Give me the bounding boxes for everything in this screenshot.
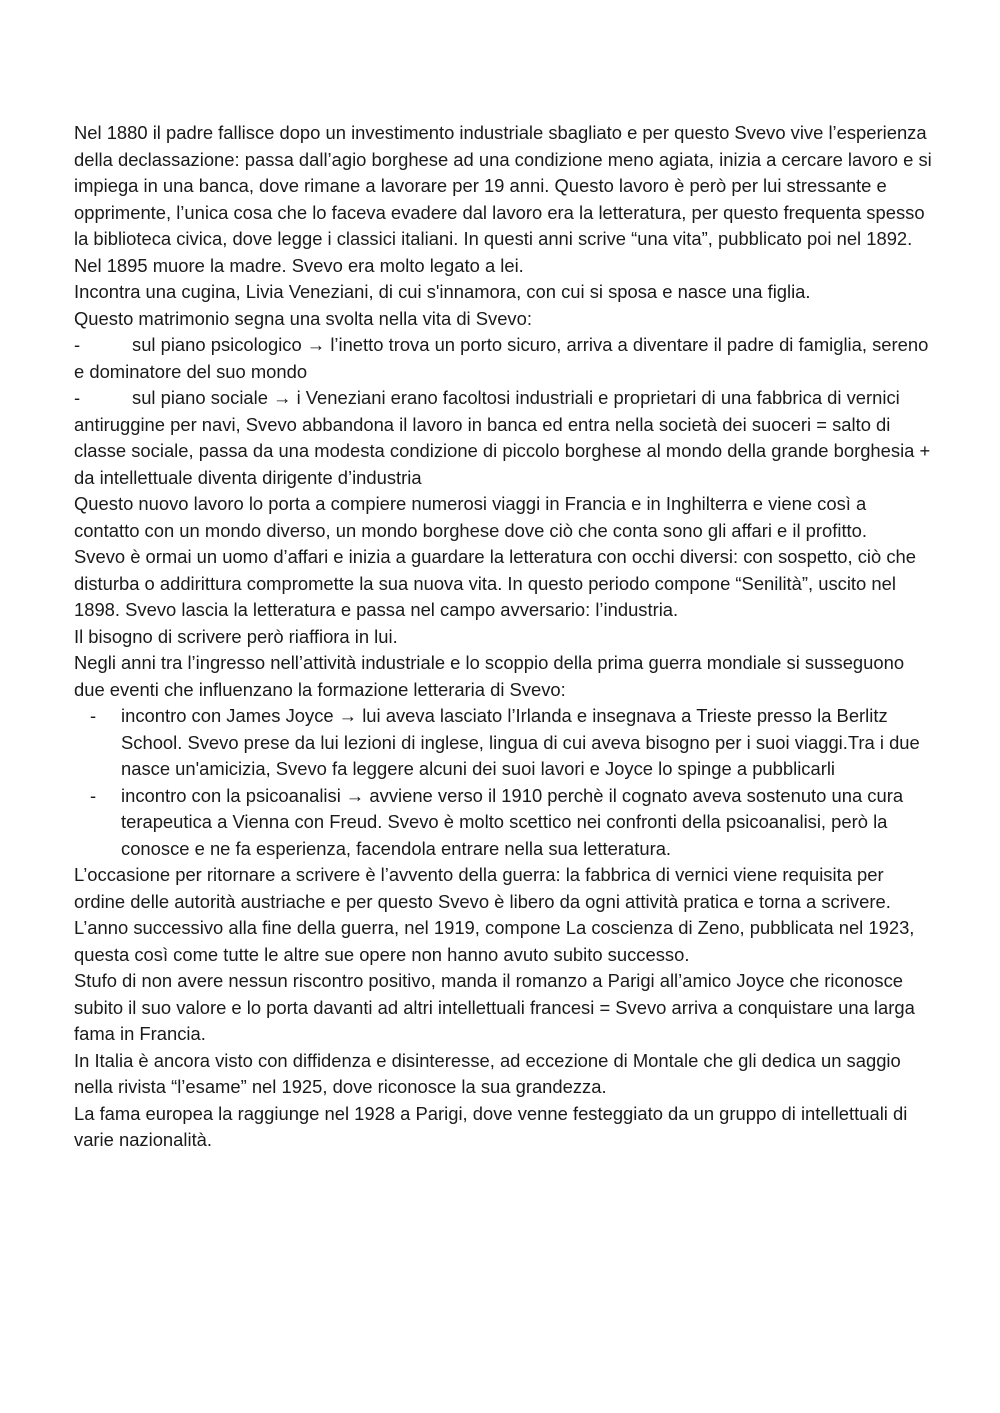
paragraph-9: L’occasione per ritornare a scrivere è l’avvento della guerra: la fabbrica di vernici viene requisita per ordine delle autorità austriache e per questo Svevo è libero da ogni attività pratica e torna a scrivere. L’anno successivo alla fine della guerra, nel 1919, compone La coscienza di Zeno, pubblicata nel 1923, questa così come tutte le altre sue opere non hanno avuto subito successo. xyxy=(74,864,915,965)
dash-list-item-text: sul piano psicologico → l’inetto trova un porto sicuro, arriva a diventare il padre di famiglia, sereno e dominatore del suo mondo xyxy=(74,334,929,382)
paragraph-8: Negli anni tra l’ingresso nell’attività industriale e lo scoppio della prima guerra mondiale si susseguono due eventi che influenzano la formazione letteraria di Svevo: xyxy=(74,652,905,700)
dash-list-item-text: sul piano sociale → i Veneziani erano facoltosi industriali e proprietari di una fabbrica di vernici antiruggine per navi, Svevo abbandona il lavoro in banca ed entra nella società dei suoceri = salto di classe sociale, passa da una modesta condizione di piccolo borghese al mondo della grande borghesia + da intellettuale diventa dirigente d’industria xyxy=(74,387,931,488)
paragraph-3: Incontra una cugina, Livia Veneziani, di cui s'innamora, con cui si sposa e nasce una figlia. xyxy=(74,281,811,302)
paragraph-2: Nel 1895 muore la madre. Svevo era molto legato a lei. xyxy=(74,254,524,276)
paragraph-4: Questo matrimonio segna una svolta nella vita di Svevo: xyxy=(74,307,532,329)
bullet-list-item-text: incontro con la psicoanalisi → avviene verso il 1910 perchè il cognato aveva sostenuto una cura terapeutica a Vienna con Freud. Svevo è molto scettico nei confronti della psicoanalisi, però la conosce e ne fa esperienza, facendola entrare nella sua letteratura. xyxy=(121,784,904,859)
bullet-list xyxy=(74,703,932,862)
bullet-list-item-text: incontro con James Joyce → lui aveva lasciato l’Irlanda e insegnava a Trieste presso la Berlitz School. Svevo prese da lui lezioni di inglese, lingua di cui aveva bisogno per i suoi viaggi.Tra i due nasce un'amicizia, Svevo fa leggere alcuni dei suoi lavori e Joyce lo spinge a pubblicarli xyxy=(121,705,920,779)
bullet-list-item xyxy=(74,703,932,783)
dash-mark: - xyxy=(74,387,81,408)
paragraph-10: Stufo di non avere nessun riscontro positivo, manda il romanzo a Parigi all’amico Joyce che riconosce subito il suo valore e lo porta davanti ad altri intellettuali francesi = Svevo arriva a conquistare una larga fama in Francia. xyxy=(74,970,915,1044)
paragraph-12: La fama europea la raggiunge nel 1928 a Parigi, dove venne festeggiato da un gruppo di intellettuali di varie nazionalità. xyxy=(74,1102,908,1150)
paragraph-7: Il bisogno di scrivere però riaffiora in lui. xyxy=(74,625,398,647)
paragraph-11: In Italia è ancora visto con diffidenza e disinteresse, ad eccezione di Montale che gli dedica un saggio nella rivista “l’esame” nel 1925, dove riconosce la sua grandezza. xyxy=(74,1049,901,1097)
bullet-mark: - xyxy=(90,784,97,806)
bullet-mark: - xyxy=(90,705,97,726)
paragraph-5: Questo nuovo lavoro lo porta a compiere numerosi viaggi in Francia e in Inghilterra e viene così a contatto con un mondo diverso, un mondo borghese dove ciò che conta sono gli affari e il profitto. xyxy=(74,493,867,541)
paragraph-1: Nel 1880 il padre fallisce dopo un investimento industriale sbagliato e per questo Svevo vive l’esperienza della declassazione: passa dall’agio borghese ad una condizione meno agiata, inizia a cercare lavoro e si impiega in una banca, dove rimane a lavorare per 19 anni. Questo lavoro è però per lui stressante e opprimente, l’unica cosa che lo faceva evadere dal lavoro era la letteratura, per questo frequenta spesso la biblioteca civica, dove legge i classici italiani. In questi anni scrive “una vita”, pubblicato poi nel 1892. xyxy=(74,122,932,249)
paragraph-6: Svevo è ormai un uomo d’affari e inizia a guardare la letteratura con occhi diversi: con sospetto, ciò che disturba o addirittura compromette la sua nuova vita. In questo periodo compone “Senilità”, uscito nel 1898. Svevo lascia la letteratura e passa nel campo avversario: l’industria. xyxy=(74,546,917,620)
dash-list-item xyxy=(74,332,932,385)
dash-list-item xyxy=(74,385,932,491)
bullet-list-item xyxy=(74,783,932,863)
document-page xyxy=(74,120,932,1154)
dash-mark: - xyxy=(74,334,81,355)
